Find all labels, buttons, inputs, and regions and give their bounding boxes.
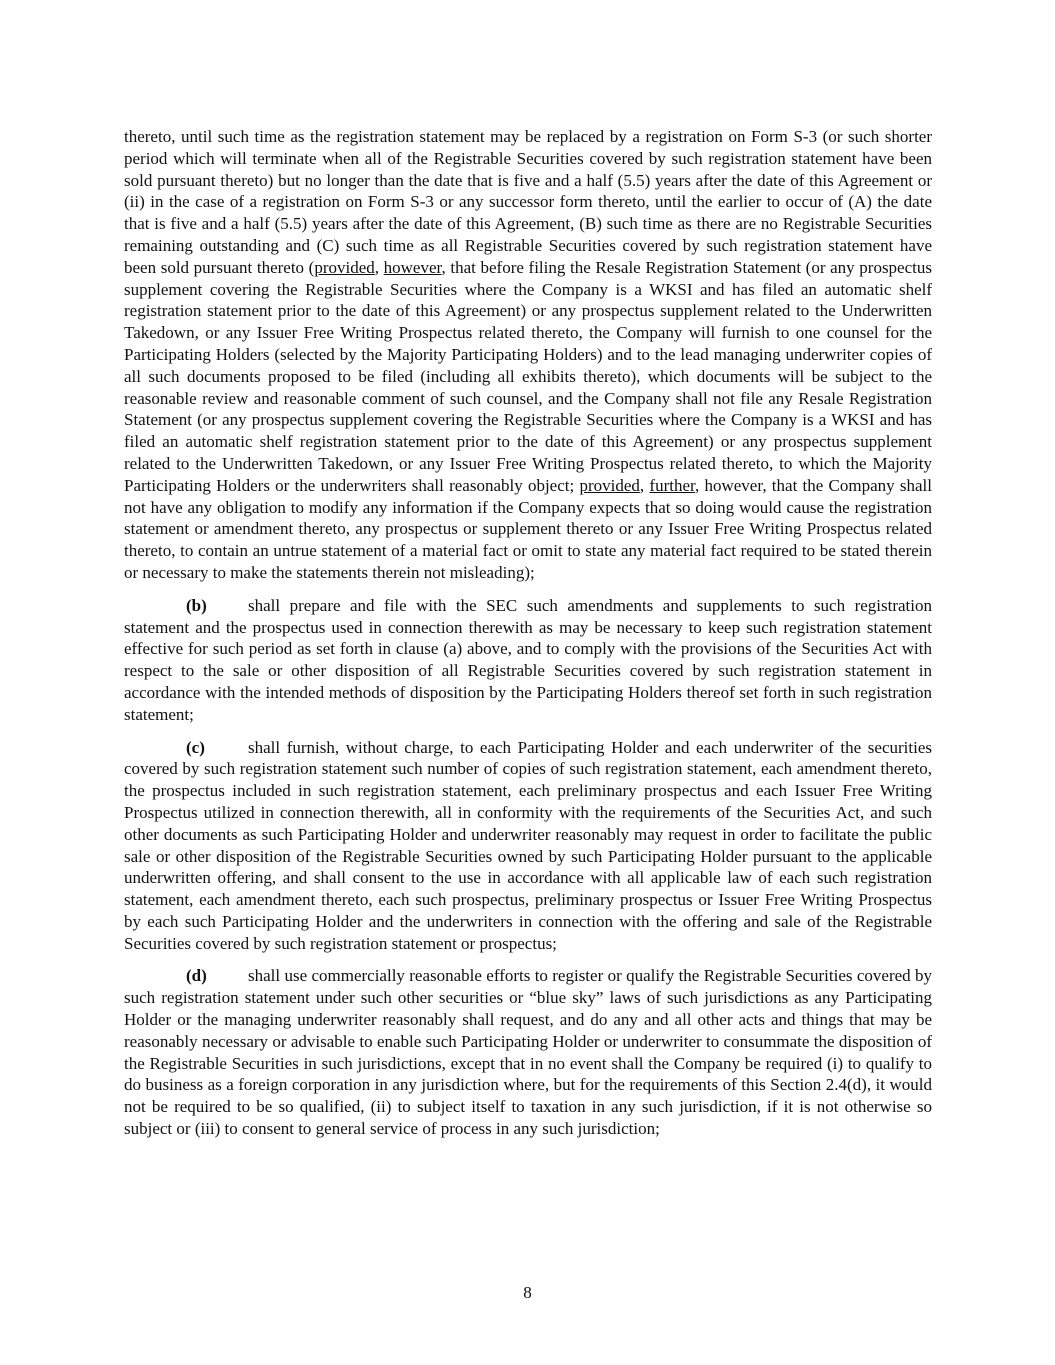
intro-text-part2: , that before filing the Resale Registration Statement (or any prospectus supplement covering the Registrable Securities where the Company is a WKSI and has filed an automatic shelf registration statement prior to the date of this Agreement) or any prospectus supplement related to the Underwritten Takedown, or any Issuer Free Writing Prospectus related thereto, the Company will furnish to one counsel for the Participating Holders (selected by the Majority Participating Holders) and to the lead managing underwriter copies of all such documents proposed to be filed (including all exhibits thereto), which documents will be subject to the reasonable review and reasonable comment of such counsel, and the Company shall not file any Resale Registration Statement (or any prospectus supplement covering the Registrable Securities where the Company is a WKSI and has filed an automatic shelf registration statement prior to the date of this Agreement) or any prospectus supplement related to the Underwritten Takedown, or any Issuer Free Writing Prospectus related thereto, to which the Majority Participating Holders or the underwriters shall reasonably object; — [124, 257, 932, 495]
clause-c — [124, 737, 932, 955]
clause-d-text: shall use commercially reasonable efforts to register or qualify the Registrable Securities covered by such registration statement under such other securities or “blue sky” laws of such jurisdictions as any Participating Holder or the managing underwriter reasonably shall request, and do any and all other acts and things that may be reasonably necessary or advisable to enable such Participating Holder or underwriter to consummate the disposition of the Registrable Securities in such jurisdictions, except that in no event shall the Company be required (i) to qualify to do business as a foreign corporation in any jurisdiction where, but for the requirements of this Section 2.4(d), it would not be required to be so qualified, (ii) to subject itself to taxation in any such jurisdiction, if it is not otherwise so subject or (iii) to consent to general service of process in any such jurisdiction; — [124, 966, 932, 1139]
clause-c-text: shall furnish, without charge, to each Participating Holder and each underwriter of the securities covered by such registration statement such number of copies of such registration statement, each amendment thereto, the prospectus included in such registration statement, each preliminary prospectus and each Issuer Free Writing Prospectus utilized in connection therewith, all in conformity with the requirements of the Securities Act, and such other documents as such Participating Holder and underwriter reasonably may request in order to facilitate the public sale or other disposition of the Registrable Securities owned by such Participating Holder pursuant to the applicable underwritten offering, and shall consent to the use in accordance with all applicable law of each such registration statement, each amendment thereto, each such prospectus, preliminary prospectus or Issuer Free Writing Prospectus by each such Participating Holder and the underwriters in connection with the offering and sale of the Registrable Securities covered by such registration statement or prospectus; — [124, 737, 932, 953]
intro-text-part1: thereto, until such time as the registration statement may be replaced by a registration on Form S-3 (or such shorter period which will terminate when all of the Registrable Securities covered by such registration statement have been sold pursuant thereto) but no longer than the date that is five and a half (5.5) years after the date of this Agreement or (ii) in the case of a registration on Form S-3 or any successor form thereto, until the earlier to occur of (A) the date that is five and a half (5.5) years after the date of this Agreement, (B) such time as there are no Registrable Securities remaining outstanding and (C) such time as all Registrable Securities covered by such registration statement have been sold pursuant thereto ( — [124, 127, 932, 277]
provided-term-2: provided — [579, 475, 640, 495]
clause-b-label: (b) — [186, 595, 207, 615]
clause-d — [124, 965, 932, 1139]
provided-term: provided — [314, 257, 375, 277]
clause-d-label: (d) — [186, 966, 207, 986]
continuation-paragraph — [124, 126, 932, 584]
intro-text-part3: , however, that the Company shall not have any obligation to modify any information if the Company expects that so doing would cause the registration statement or amendment thereto, any prospectus or supplement thereto or any Issuer Free Writing Prospectus related thereto, to contain an untrue statement of a material fact or omit to state any material fact required to be stated therein or necessary to make the statements therein not misleading); — [124, 475, 933, 582]
however-term: however — [383, 257, 442, 277]
further-term: further — [649, 475, 695, 495]
page-number: 8 — [523, 1283, 532, 1302]
clause-c-label: (c) — [186, 737, 205, 757]
separator: , — [374, 257, 384, 277]
clause-b-text: shall prepare and file with the SEC such amendments and supplements to such registration statement and the prospectus used in connection therewith as may be necessary to keep such registration statement effective for such period as set forth in clause (a) above, and to comply with the provisions of the Securities Act with respect to the sale or other disposition of all Registrable Securities covered by such registration statement in accordance with the intended methods of disposition by the Participating Holders thereof set forth in such registration statement; — [124, 595, 932, 724]
document-body — [124, 126, 932, 1151]
separator-2: , — [639, 475, 650, 495]
clause-b — [124, 595, 932, 726]
